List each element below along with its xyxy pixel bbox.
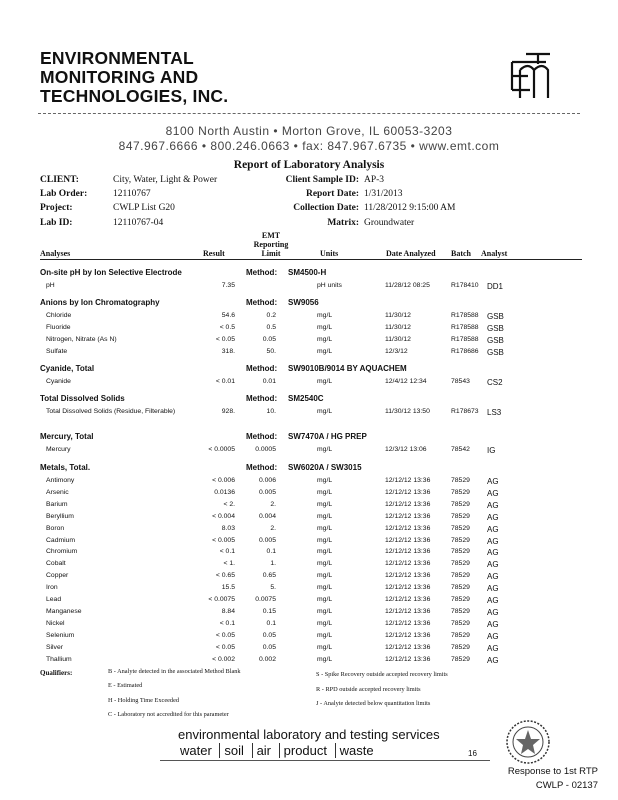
units: mg/L [317,312,333,319]
analyte: pH [46,282,55,289]
letterhead-divider [38,113,580,114]
limit: 0.01 [262,378,276,385]
company-name [40,49,280,106]
report-title: Report of Laboratory Analysis [233,159,385,171]
footer-tagline: environmental laboratory and testing services [178,727,440,742]
result: < 0.0005 [208,446,235,453]
table-row [0,348,618,359]
table-row [0,644,618,655]
batch: 78529 [451,572,470,580]
analyst: AG [487,631,499,641]
col-batch: Batch [451,249,471,258]
batch: 78529 [451,631,470,639]
units: mg/L [317,378,333,385]
batch: R178410 [451,282,479,289]
units: mg/L [317,607,333,615]
limit: 0.0005 [255,446,276,453]
date-analyzed: 12/12/12 13:36 [385,572,431,580]
footer-rule [160,760,490,761]
analyst: GSB [487,347,504,357]
analyte: Arsenic [46,488,69,496]
collection-date-value: 11/28/2012 9:15:00 AM [364,203,456,213]
table-row [0,632,618,643]
result: 928. [221,408,235,415]
table-row [0,596,618,607]
result: < 0.65 [215,572,235,580]
units: mg/L [317,524,333,532]
table-row [0,525,618,536]
table-row [0,656,618,667]
result: 54.6 [221,312,235,319]
batch: 78529 [451,477,470,484]
date-analyzed: 11/28/12 08:25 [385,282,430,289]
collection-date-label: Collection Date: [293,203,359,213]
date-analyzed: 12/12/12 13:36 [385,643,431,651]
header-divider [40,259,582,260]
analyte: Selenium [46,631,75,639]
limit: 0.05 [262,643,276,651]
units: mg/L [317,408,333,415]
limit: 2. [270,524,276,532]
category-product: product [283,743,328,758]
analyst: AG [487,500,499,510]
qualifier-e: E - Estimated [108,682,143,689]
matrix-label: Matrix: [327,218,359,228]
section-title: Total Dissolved Solids [40,394,125,403]
limit: 0.15 [262,607,276,615]
analyst: GSB [487,335,504,345]
batch: 78529 [451,536,470,544]
table-row [0,548,618,559]
batch: 78543 [451,378,470,385]
result: < 0.0075 [208,596,235,603]
table-row [0,408,618,419]
section-title: Cyanide, Total [40,364,95,373]
limit: 2. [270,500,276,508]
analyte: Lead [46,596,62,603]
section-title: On-site pH by Ion Selective Electrode [40,268,182,277]
date-analyzed: 12/4/12 12:34 [385,378,427,385]
date-analyzed: 12/12/12 13:36 [385,524,431,532]
category-waste: waste [339,743,374,758]
units: mg/L [317,536,333,544]
analyst: AG [487,488,499,498]
units: mg/L [317,335,333,343]
table-row [0,501,618,512]
analyst: GSB [487,323,504,333]
analyst: DD1 [487,282,504,291]
table-row [0,446,618,457]
table-row [0,312,618,323]
date-analyzed: 12/12/12 13:36 [385,619,431,627]
date-analyzed: 12/12/12 13:36 [385,631,431,639]
analyte: Chromium [46,548,78,556]
result: < 0.006 [212,477,235,484]
analyte: Cadmium [46,536,76,544]
category-water: water [180,743,212,758]
limit: 0.002 [258,655,276,663]
col-analyst: Analyst [481,249,508,258]
analyst: GSB [487,312,504,321]
lab-order-value: 12110767 [113,189,151,199]
limit: 0.004 [258,512,276,520]
analyte: Cobalt [46,560,66,568]
units: mg/L [317,488,333,496]
analyte: Fluoride [46,323,71,331]
qualifier-j: J - Analyte detected below quantitation limits [316,700,431,707]
col-result: Result [203,249,225,258]
analyte: Iron [46,584,58,592]
analyst: AG [487,560,499,570]
units: mg/L [317,323,333,331]
units: mg/L [317,631,333,639]
batch: 78529 [451,524,470,532]
report-date-value: 1/31/2013 [364,189,403,199]
result: 8.84 [221,607,235,615]
limit: 0.65 [262,572,276,580]
date-analyzed: 12/12/12 13:36 [385,607,431,615]
units: mg/L [317,512,333,520]
units: mg/L [317,548,333,556]
limit: 10. [266,408,276,415]
units: mg/L [317,446,333,453]
analyte: Nitrogen, Nitrate (As N) [46,335,117,343]
result: < 2. [223,500,235,508]
qualifier-c: C - Laboratory not accredited for this parameter [108,711,229,718]
date-analyzed: 12/12/12 13:36 [385,548,431,556]
category-air: air [256,743,272,758]
batch: 78529 [451,584,470,592]
section-title: Anions by Ion Chromatography [40,298,160,307]
result: < 0.1 [219,619,235,627]
units: mg/L [317,655,333,663]
date-analyzed: 12/12/12 13:36 [385,560,431,568]
analyte: Manganese [46,607,82,615]
analyte: Nickel [46,619,65,627]
sample-id-label: Client Sample ID: [285,175,359,185]
analyst: AG [487,584,499,594]
result: < 0.002 [212,655,235,663]
result: < 0.1 [219,548,235,556]
result: 7.35 [221,282,235,289]
lab-id-label: Lab ID: [40,218,73,228]
col-units: Units [320,249,339,258]
analyte: Beryllium [46,512,74,520]
company-contact: 847.967.6666 • 800.246.0663 • fax: 847.967.6735 • www.emt.com [118,139,500,153]
result: < 1. [223,560,235,568]
analyst: AG [487,643,499,653]
analyst: AG [487,477,499,486]
client-value: City, Water, Light & Power [113,175,218,185]
analyte: Mercury [46,446,71,453]
col-emt-limit-line-1: EMT [261,231,281,240]
date-analyzed: 12/12/12 13:36 [385,488,431,496]
qualifiers-label: Qualifiers: [40,669,73,677]
analyst: AG [487,512,499,522]
units: pH units [317,282,342,289]
analyst: CS2 [487,378,503,387]
report-date-label: Report Date: [305,189,359,199]
analyte: Chloride [46,312,72,319]
analyte: Thallium [46,655,72,663]
method-value: SW9056 [288,298,319,307]
limit: 0.05 [262,335,276,343]
col-emt-limit-line-3: Limit [261,249,281,258]
method-value: SW6020A / SW3015 [288,463,362,472]
analyst: AG [487,596,499,605]
result: < 0.01 [215,378,235,385]
batch: R178588 [451,335,479,343]
analyte: Total Dissolved Solids (Residue, Filterable) [46,408,176,415]
date-analyzed: 12/12/12 13:36 [385,500,431,508]
date-analyzed: 12/12/12 13:36 [385,536,431,544]
table-row [0,620,618,631]
analyte: Antimony [46,477,75,484]
method-label: Method: [246,463,278,472]
qualifier-s: S - Spike Recovery outside accepted recovery limits [316,671,448,678]
col-date-analyzed: Date Analyzed [386,249,436,258]
date-analyzed: 12/12/12 13:36 [385,477,431,484]
analyst: IG [487,446,496,455]
limit: 0.0075 [255,596,276,603]
date-analyzed: 12/12/12 13:36 [385,596,431,603]
col-emt-limit-line-2: Reporting [253,240,289,249]
table-row [0,513,618,524]
limit: 1. [270,560,276,568]
table-row [0,282,618,293]
method-value: SW9010B/9014 BY AQUACHEM [288,364,407,373]
batch: 78529 [451,560,470,568]
batch: 78529 [451,643,470,651]
analyst: AG [487,548,499,558]
table-row [0,378,618,389]
result: 318. [221,347,235,355]
qualifier-h: H - Holding Time Exceeded [108,697,180,704]
method-label: Method: [246,298,278,307]
date-analyzed: 11/30/12 13:50 [385,408,430,415]
units: mg/L [317,500,333,508]
batch: R178588 [451,312,479,319]
method-label: Method: [246,432,278,441]
sample-id-value: AP-3 [364,175,385,185]
company-name-line-1: ENVIRONMENTAL [40,48,194,68]
doc-id: CWLP - 02137 [535,780,598,791]
method-value: SM4500-H [288,268,327,277]
analyst: AG [487,619,499,629]
batch: 78542 [451,446,470,453]
batch: R178673 [451,408,479,415]
table-row [0,572,618,583]
method-value: SW7470A / HG PREP [288,432,367,441]
batch: 78529 [451,607,470,615]
result: < 0.004 [212,512,235,520]
analyst: LS3 [487,408,502,417]
section-title: Mercury, Total [40,432,94,441]
date-analyzed: 12/3/12 13:06 [385,446,427,453]
date-analyzed: 12/12/12 13:36 [385,584,431,592]
qualifier-b: B - Analyte detected in the associated Method Blank [108,668,241,675]
batch: 78529 [451,548,470,556]
company-address: 8100 North Austin • Morton Grove, IL 60053-3203 [165,124,453,138]
page-number: 16 [468,749,477,758]
lab-id-value: 12110767-04 [113,218,164,228]
limit: 0.2 [266,312,276,319]
accreditation-seal-icon [504,718,552,766]
analyte: Barium [46,500,68,508]
date-analyzed: 11/30/12 [385,312,411,319]
batch: 78529 [451,512,470,520]
matrix-value: Groundwater [364,218,415,228]
category-soil: soil [224,743,244,758]
limit: 0.005 [258,488,276,496]
method-label: Method: [246,268,278,277]
limit: 0.005 [258,536,276,544]
units: mg/L [317,347,333,355]
limit: 0.5 [266,323,276,331]
batch: 78529 [451,619,470,627]
analyst: AG [487,607,499,617]
table-row [0,336,618,347]
result: 8.03 [221,524,235,532]
limit: 5. [270,584,276,592]
lab-order-label: Lab Order: [40,189,88,199]
emt-logo-icon [506,50,552,100]
limit: 0.006 [258,477,276,484]
units: mg/L [317,560,333,568]
limit: 0.05 [262,631,276,639]
project-value: CWLP List G20 [113,203,175,213]
table-row [0,584,618,595]
company-name-line-3: TECHNOLOGIES, INC. [40,86,229,106]
col-emt-limit [246,231,296,258]
table-row [0,560,618,571]
batch: 78529 [451,596,470,603]
response-text: Response to 1st RTP [507,766,598,777]
section-title: Metals, Total. [40,463,91,472]
units: mg/L [317,619,333,627]
analyte: Copper [46,572,69,580]
date-analyzed: 11/30/12 [385,323,411,331]
analyte: Silver [46,643,63,651]
units: mg/L [317,643,333,651]
analyst: AG [487,572,499,582]
footer-categories [180,743,374,758]
units: mg/L [317,584,333,592]
result: 15.5 [221,584,235,592]
analyte: Boron [46,524,65,532]
method-label: Method: [246,394,278,403]
company-name-line-2: MONITORING AND [40,67,199,87]
batch: 78529 [451,655,470,663]
units: mg/L [317,572,333,580]
table-row [0,608,618,619]
analyst: AG [487,655,499,665]
batch: R178686 [451,347,479,355]
units: mg/L [317,596,333,603]
method-label: Method: [246,364,278,373]
date-analyzed: 11/30/12 [385,335,411,343]
date-analyzed: 12/12/12 13:36 [385,655,431,663]
batch: R178588 [451,323,479,331]
limit: 0.1 [266,619,276,627]
units: mg/L [317,477,333,484]
batch: 78529 [451,500,470,508]
date-analyzed: 12/12/12 13:36 [385,512,431,520]
result: < 0.5 [219,323,235,331]
client-label: CLIENT: [40,175,79,185]
result: < 0.05 [215,643,235,651]
table-row [0,477,618,488]
analyte: Cyanide [46,378,71,385]
batch: 78529 [451,488,470,496]
analyte: Sulfate [46,347,68,355]
method-value: SM2540C [288,394,324,403]
col-analyses: Analyses [40,249,71,258]
result: 0.0136 [214,488,235,496]
limit: 0.1 [266,548,276,556]
analyst: AG [487,536,499,546]
analyst: AG [487,524,499,534]
qualifier-r: R - RPD outside accepted recovery limits [316,686,421,693]
result: < 0.05 [215,631,235,639]
result: < 0.05 [215,335,235,343]
project-label: Project: [40,203,73,213]
table-row [0,489,618,500]
footer-response [508,765,598,793]
result: < 0.005 [212,536,235,544]
limit: 50. [266,347,276,355]
table-row [0,537,618,548]
table-row [0,324,618,335]
date-analyzed: 12/3/12 [385,347,408,355]
